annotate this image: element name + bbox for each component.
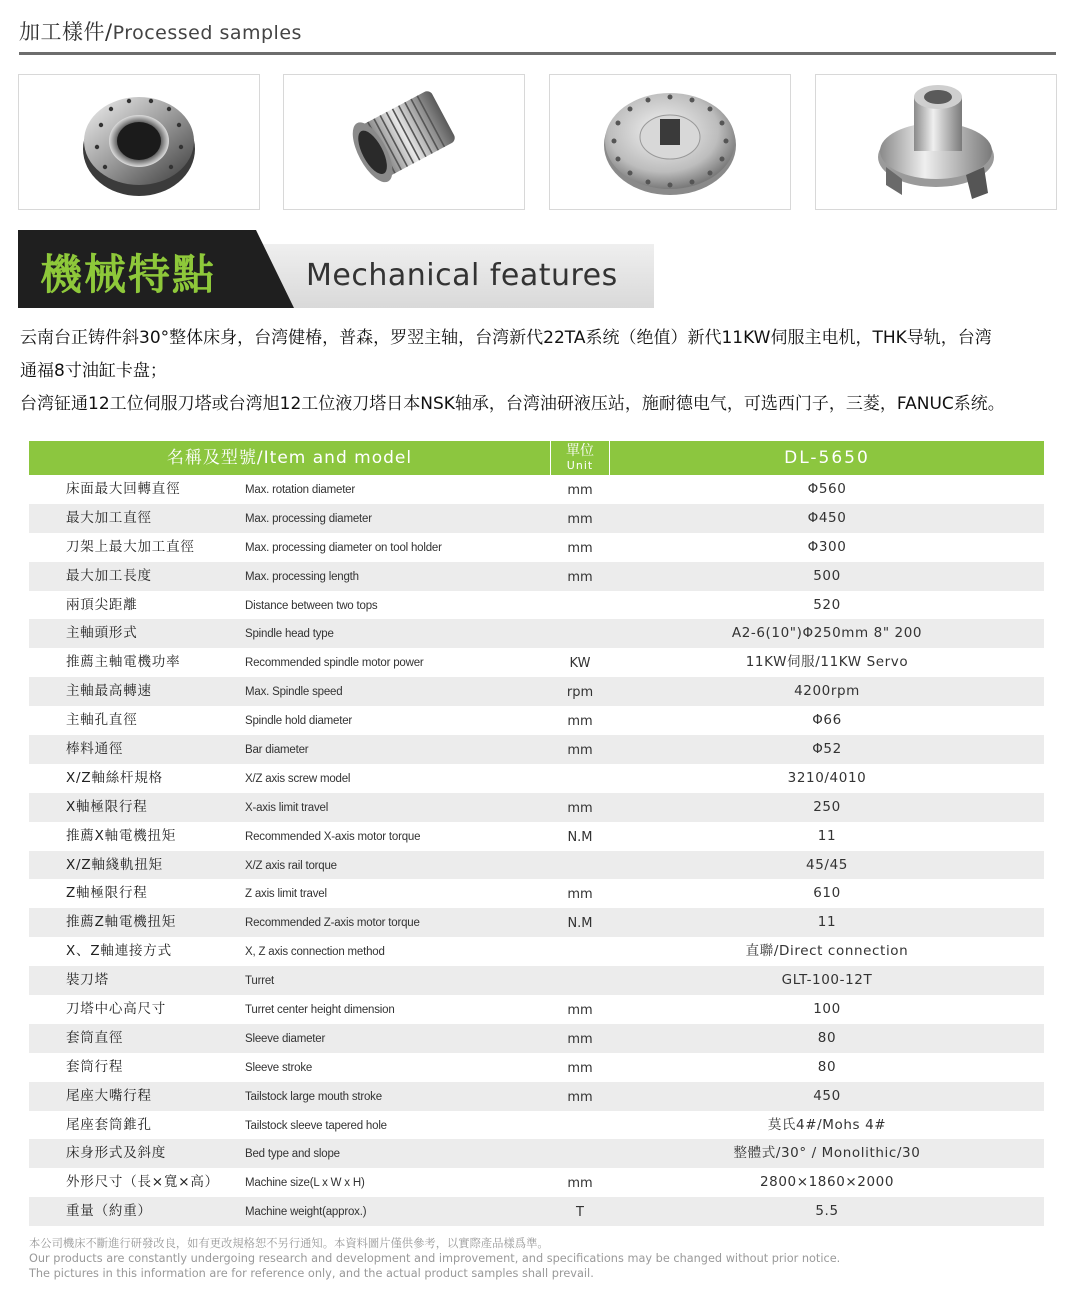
cell-unit: KW: [569, 656, 591, 672]
cell-item-en: Max. rotation diameter: [245, 484, 356, 496]
cell-unit: mm: [567, 1176, 593, 1192]
table-row: [29, 533, 1044, 562]
cell-value: 2800×1860×2000: [759, 1174, 895, 1191]
cell-value: 450: [813, 1087, 841, 1104]
cell-item-en: X/Z axis screw model: [245, 772, 351, 785]
cell-value: 11: [817, 914, 837, 931]
cell-value: 100: [813, 1001, 841, 1018]
cell-item-en: Z axis limit travel: [245, 888, 327, 901]
cell-item-cn: X軸極限行程: [66, 798, 148, 815]
cell-item-cn: 推薦Z軸電機扭矩: [66, 914, 177, 931]
cell-item-cn: X/Z軸絲杆規格: [66, 769, 163, 786]
cell-item-cn: 裝刀塔: [66, 972, 109, 989]
spec-table-header: [29, 441, 1044, 475]
cell-item-cn: 重量（約重）: [66, 1203, 152, 1220]
sample-card-3: [549, 74, 791, 210]
cell-item-cn: 主軸最高轉速: [66, 683, 152, 700]
banner-title-en: Mechanical features: [306, 258, 618, 293]
cell-unit: N.M: [567, 916, 593, 932]
cell-item-cn: 床身形式及斜度: [66, 1145, 167, 1162]
cell-item-cn: X、Z軸連接方式: [66, 943, 172, 960]
table-row: [29, 793, 1044, 822]
cell-item-cn: 棒料通徑: [66, 741, 124, 758]
table-row: [29, 735, 1044, 764]
sample-card-4: [815, 74, 1057, 210]
section-title-en: Processed samples: [112, 22, 302, 44]
cell-value: 5.5: [815, 1203, 839, 1220]
table-row: [29, 851, 1044, 880]
mechanical-features-banner: [18, 230, 654, 308]
cell-item-en: Bed type and slope: [245, 1148, 340, 1161]
cell-value: 3210/4010: [787, 769, 867, 786]
cell-value: GLT-100-12T: [781, 972, 873, 989]
cell-unit: mm: [567, 569, 593, 585]
cell-value: 4200rpm: [794, 683, 860, 700]
cell-item-cn: 主軸頭形式: [66, 625, 138, 642]
banner-title-cn: 機械特點: [40, 250, 217, 299]
cell-item-en: Recommended spindle motor power: [245, 657, 424, 670]
cell-unit: mm: [567, 1031, 593, 1047]
table-row: [29, 1111, 1044, 1140]
cell-item-cn: 刀架上最大加工直徑: [66, 538, 195, 555]
cell-value: 莫氏4#/Mohs 4#: [767, 1116, 887, 1133]
cell-item-en: X-axis limit travel: [245, 801, 329, 814]
table-row: [29, 908, 1044, 937]
cell-item-en: Sleeve diameter: [245, 1032, 326, 1045]
header-unit: [550, 441, 610, 475]
table-row: [29, 562, 1044, 591]
table-row: [29, 764, 1044, 793]
table-row: [29, 706, 1044, 735]
table-row: [29, 879, 1044, 908]
cell-value: Φ66: [812, 712, 842, 729]
cell-value: 520: [813, 596, 841, 613]
cell-item-en: Machine size(L x W x H): [245, 1177, 365, 1190]
cell-unit: mm: [567, 800, 593, 816]
disclaimer-line-cn: 本公司機床不斷進行研發改良，如有更改規格恕不另行通知。本資料圖片僅供參考，以實際產品樣爲準。: [29, 1237, 549, 1250]
table-row: [29, 1139, 1044, 1168]
section-header: [19, 12, 1056, 55]
threaded-sleeve-part-icon: [284, 75, 524, 209]
table-row: [29, 1024, 1044, 1053]
header-unit-en: Unit: [566, 459, 594, 472]
cell-unit: rpm: [566, 685, 594, 701]
header-model-name: DL-5650: [784, 448, 870, 468]
bolt-circle-disc-part-icon: [550, 75, 790, 209]
cell-item-cn: 外形尺寸（長×寬×高）: [66, 1174, 219, 1191]
table-row: [29, 677, 1044, 706]
description-line-3: 台湾钲通12工位伺服刀塔或台湾旭12工位液刀塔日本NSK轴承，台湾油研液压站，施耐德电气，可选西门子，三菱，FANUC系统。: [20, 394, 1005, 414]
cell-item-cn: 推薦主軸電機功率: [66, 654, 181, 671]
cell-item-en: Max. processing diameter: [245, 512, 372, 525]
cell-unit: T: [576, 1205, 584, 1221]
table-row: [29, 648, 1044, 677]
cell-item-cn: 套筒行程: [66, 1058, 124, 1075]
cell-item-cn: 最大加工直徑: [66, 509, 152, 526]
disclaimer-line-en-2: The pictures in this information are for reference only, and the actual product samples shall prevail.: [29, 1267, 594, 1280]
description-line-1: 云南台正铸件斜30°整体床身，台湾健椿，普森，罗翌主轴，台湾新代22TA系统（绝值）新代11KW伺服主电机，THK导轨，台湾: [20, 328, 992, 348]
sample-card-1: [18, 74, 260, 210]
cell-item-cn: 最大加工長度: [66, 567, 152, 584]
table-row: [29, 1053, 1044, 1082]
cell-item-en: Max. Spindle speed: [245, 686, 343, 699]
spec-table: [29, 441, 1044, 1226]
table-row: [29, 591, 1044, 620]
header-item-model: 名稱及型號/Item and model: [166, 448, 413, 468]
cell-value: 11KW伺服/11KW Servo: [745, 654, 909, 671]
table-row: [29, 1168, 1044, 1197]
table-row: [29, 504, 1044, 533]
section-title-cn: 加工樣件: [19, 20, 105, 44]
cell-item-cn: 床面最大回轉直徑: [66, 481, 181, 497]
cell-value: 45/45: [806, 856, 848, 873]
disclaimer-notes: [29, 1236, 1059, 1281]
cell-unit: mm: [567, 483, 593, 498]
table-row: [29, 1197, 1044, 1226]
section-title: [19, 16, 302, 46]
cell-unit: mm: [567, 714, 593, 730]
table-row: [29, 995, 1044, 1024]
cell-unit: mm: [567, 1060, 593, 1076]
cell-value: 500: [813, 567, 841, 584]
table-row: [29, 966, 1044, 995]
header-unit-cn: 單位: [566, 443, 594, 459]
cell-item-en: Max. processing diameter on tool holder: [245, 541, 442, 554]
table-row: [29, 475, 1044, 504]
cell-unit: mm: [567, 1089, 593, 1105]
cell-item-en: Spindle head type: [245, 628, 334, 641]
cell-item-cn: 刀塔中心高尺寸: [66, 1001, 167, 1018]
cell-value: 整體式/30° / Monolithic/30: [733, 1145, 921, 1162]
cell-item-cn: 尾座套筒錐孔: [66, 1116, 152, 1133]
sample-gallery: [18, 74, 1058, 210]
table-row: [29, 1082, 1044, 1111]
cell-item-cn: Z軸極限行程: [66, 885, 148, 902]
cell-value: 11: [817, 827, 837, 844]
spec-table-body: [29, 475, 1044, 1226]
cell-item-cn: 主軸孔直徑: [66, 712, 138, 729]
cell-item-en: Turret: [245, 975, 275, 988]
cell-unit: N.M: [567, 829, 593, 845]
cell-item-cn: X/Z軸綫軌扭矩: [66, 856, 163, 873]
features-description: [20, 322, 1060, 421]
cell-value: A2-6(10")Φ250mm 8" 200: [731, 625, 923, 642]
cell-value: Φ300: [807, 538, 847, 555]
cell-value: Φ52: [812, 741, 842, 758]
cell-value: Φ450: [807, 509, 847, 526]
cell-item-en: Recommended Z-axis motor torque: [245, 917, 420, 930]
table-row: [29, 619, 1044, 648]
cell-item-cn: 推薦X軸電機扭矩: [66, 827, 177, 844]
cell-unit: mm: [567, 887, 593, 903]
cell-value: 610: [813, 885, 841, 902]
cell-item-en: Tailstock sleeve tapered hole: [245, 1119, 387, 1132]
cell-unit: mm: [567, 743, 593, 759]
cell-item-en: X, Z axis connection method: [245, 946, 385, 959]
cell-value: 250: [813, 798, 841, 815]
cell-value: Φ560: [807, 481, 847, 497]
cell-unit: mm: [567, 511, 593, 527]
cell-item-en: Spindle hold diameter: [245, 715, 353, 728]
cell-item-cn: 尾座大嘴行程: [66, 1087, 152, 1104]
cell-value: 80: [817, 1029, 837, 1046]
cell-item-en: Bar diameter: [245, 744, 309, 757]
sample-card-2: [283, 74, 525, 210]
flange-ring-part-icon: [19, 75, 259, 209]
disclaimer-line-en-1: Our products are constantly undergoing research and development and improvement, and specifications may be changed without prior notice.: [29, 1252, 841, 1265]
cell-item-cn: 兩頂尖距離: [66, 596, 138, 613]
cell-unit: mm: [567, 1003, 593, 1019]
cell-item-en: Distance between two tops: [245, 599, 378, 612]
cell-value: 80: [817, 1058, 837, 1075]
cell-item-en: Recommended X-axis motor torque: [245, 830, 421, 843]
cell-item-en: Tailstock large mouth stroke: [245, 1090, 382, 1103]
cell-item-cn: 套筒直徑: [66, 1029, 124, 1046]
section-title-separator: /: [105, 20, 113, 44]
cell-item-en: Machine weight(approx.): [245, 1206, 367, 1219]
cell-item-en: X/Z axis rail torque: [245, 859, 337, 872]
table-row: [29, 822, 1044, 851]
cell-item-en: Sleeve stroke: [245, 1061, 313, 1074]
cell-item-en: Turret center height dimension: [245, 1004, 395, 1017]
table-row: [29, 937, 1044, 966]
cell-item-en: Max. processing length: [245, 570, 359, 583]
shaft-flange-part-icon: [816, 75, 1056, 209]
cell-value: 直聯/Direct connection: [745, 943, 909, 960]
description-line-2: 通福8寸油缸卡盘；: [20, 361, 167, 381]
cell-unit: mm: [567, 540, 593, 556]
